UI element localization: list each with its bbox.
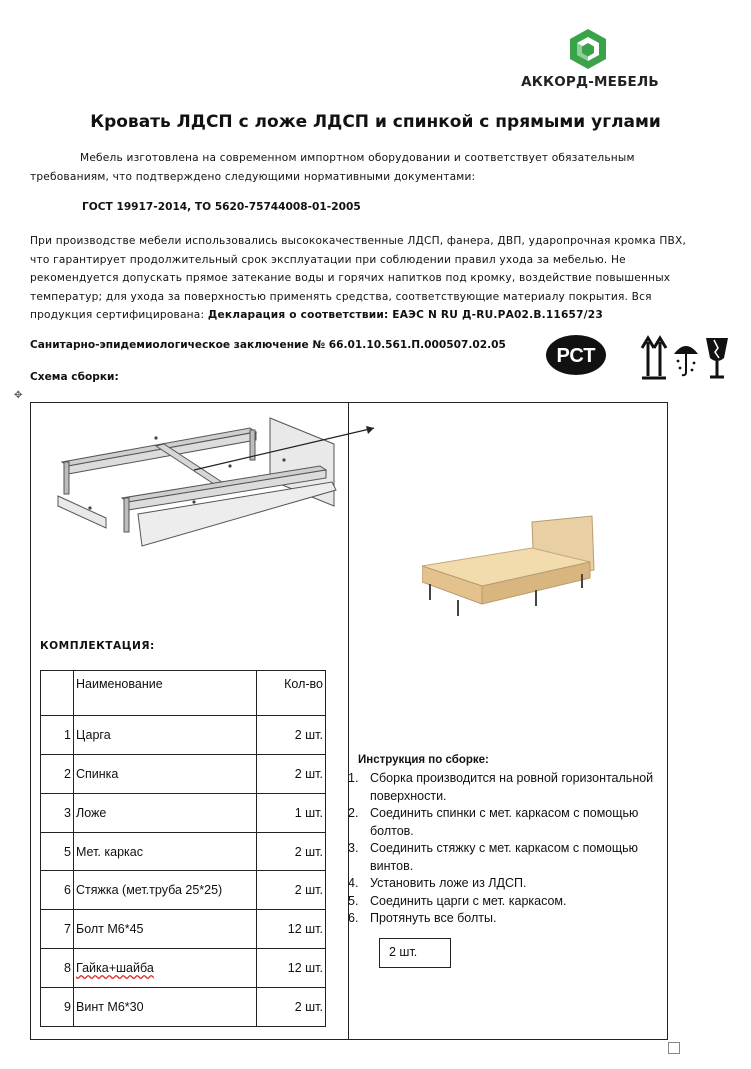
instruction-text: Установить ложе из ЛДСП. — [370, 876, 527, 890]
fragile-icon — [706, 338, 728, 377]
row-name: Спинка — [74, 754, 257, 793]
instruction-text: Соединить спинки с мет. каркасом с помощью болтов. — [370, 806, 639, 838]
instruction-num: 5. — [348, 893, 359, 908]
row-qty: 2 шт. — [257, 754, 326, 793]
row-num: 5 — [41, 832, 74, 871]
instruction-item — [348, 770, 670, 805]
row-qty: 2 шт. — [257, 832, 326, 871]
instruction-item — [348, 893, 670, 911]
table-row — [41, 949, 326, 988]
keep-dry-icon — [674, 346, 698, 375]
row-qty: 12 шт. — [257, 949, 326, 988]
row-name: Царга — [74, 715, 257, 754]
intro-paragraph: Мебель изготовлена на современном импортном оборудовании и соответствует обязательным требованиям, что подтверждено следующими нормативными документами: — [30, 152, 635, 183]
table-row — [41, 832, 326, 871]
header-name-cell: Наименование — [74, 671, 257, 716]
row-qty: 1 шт. — [257, 793, 326, 832]
row-num: 1 — [41, 715, 74, 754]
instruction-text: Соединить царги с мет. каркасом. — [370, 893, 567, 908]
row-name — [74, 949, 257, 988]
table-row — [41, 793, 326, 832]
instruction-text: Сборка производится на ровной горизонтальной поверхности. — [370, 771, 654, 803]
instruction-num: 3. — [348, 841, 359, 855]
instruction-num: 4. — [348, 876, 359, 890]
brand-name: АККОРД-МЕБЕЛЬ — [521, 74, 659, 90]
row-qty: 2 шт. — [257, 988, 326, 1027]
rst-mark-text: РСТ — [556, 345, 596, 367]
instruction-num: 1. — [348, 771, 359, 785]
row-name: Ложе — [74, 793, 257, 832]
row-num: 7 — [41, 910, 74, 949]
sanitary-conclusion: Санитарно-эпидемиологическое заключение № 66.01.10.561.П.000507.02.05 — [30, 339, 506, 351]
table-row — [41, 754, 326, 793]
complect-label: КОМПЛЕКТАЦИЯ: — [40, 640, 155, 652]
row-name: Болт М6*45 — [74, 910, 257, 949]
instruction-num: 2. — [348, 806, 359, 820]
declaration-text: Декларация о соответствии: ЕАЭС N RU Д-RU.РА02.В.11657/23 — [207, 309, 603, 321]
assembled-bed-image — [422, 512, 608, 622]
quantity-textbox[interactable]: 2 шт. — [379, 938, 451, 968]
table-row — [41, 715, 326, 754]
row-num: 3 — [41, 793, 74, 832]
table-row — [41, 988, 326, 1027]
instruction-item — [348, 840, 670, 875]
row-num: 8 — [41, 949, 74, 988]
row-name: Стяжка (мет.труба 25*25) — [74, 871, 257, 910]
instructions-list — [348, 770, 670, 928]
page-title: Кровать ЛДСП с ложе ЛДСП и спинкой с прямыми углами — [90, 112, 661, 132]
row-num: 9 — [41, 988, 74, 1027]
exploded-assembly-drawing — [44, 410, 384, 550]
instruction-item — [348, 805, 670, 840]
row-qty: 12 шт. — [257, 910, 326, 949]
handling-symbols — [640, 334, 732, 380]
instruction-num: 6. — [348, 911, 359, 925]
table-header-row — [41, 671, 326, 716]
table-row — [41, 871, 326, 910]
schema-label: Схема сборки: — [30, 371, 119, 383]
rst-certification-icon — [544, 333, 608, 377]
header-qty-cell: Кол-во — [257, 671, 326, 716]
row-name: Винт М6*30 — [74, 988, 257, 1027]
header-num-cell — [41, 671, 74, 716]
row-name-text: Гайка+шайба — [76, 961, 154, 976]
row-qty: 2 шт. — [257, 715, 326, 754]
instruction-text: Протянуть все болты. — [370, 911, 497, 925]
row-name: Мет. каркас — [74, 832, 257, 871]
move-handle-icon[interactable]: ✥ — [14, 390, 23, 401]
brand-logo — [510, 28, 670, 98]
table-row — [41, 910, 326, 949]
brand-cube-icon — [567, 28, 609, 70]
this-way-up-icon — [642, 338, 666, 378]
row-num: 6 — [41, 871, 74, 910]
row-num: 2 — [41, 754, 74, 793]
gost-line: ГОСТ 19917-2014, ТО 5620-75744008-01-2005 — [82, 201, 361, 213]
row-qty: 2 шт. — [257, 871, 326, 910]
parts-table — [40, 670, 326, 1027]
instruction-text: Соединить стяжку с мет. каркасом с помощью винтов. — [370, 841, 639, 873]
instructions-title: Инструкция по сборке: — [358, 754, 489, 766]
resize-handle[interactable] — [668, 1042, 680, 1054]
instruction-item — [348, 875, 670, 893]
production-paragraph — [30, 232, 695, 325]
instruction-item — [348, 910, 670, 928]
production-text: При производстве мебели использовались высококачественные ЛДСП, фанера, ДВП, ударопрочная кромка ПВХ, что гарантирует продолжительный срок эксплуатации при соблюдении правил ухода за мебелью. Не рекомендуется допускать прямое затекание воды и горячих напитков под кромку, воздействие повышенных температур; для ухода за поверхностью применять средства, соответствующие материалу покрытия. Вся продукция сертифицирована: — [30, 235, 687, 321]
